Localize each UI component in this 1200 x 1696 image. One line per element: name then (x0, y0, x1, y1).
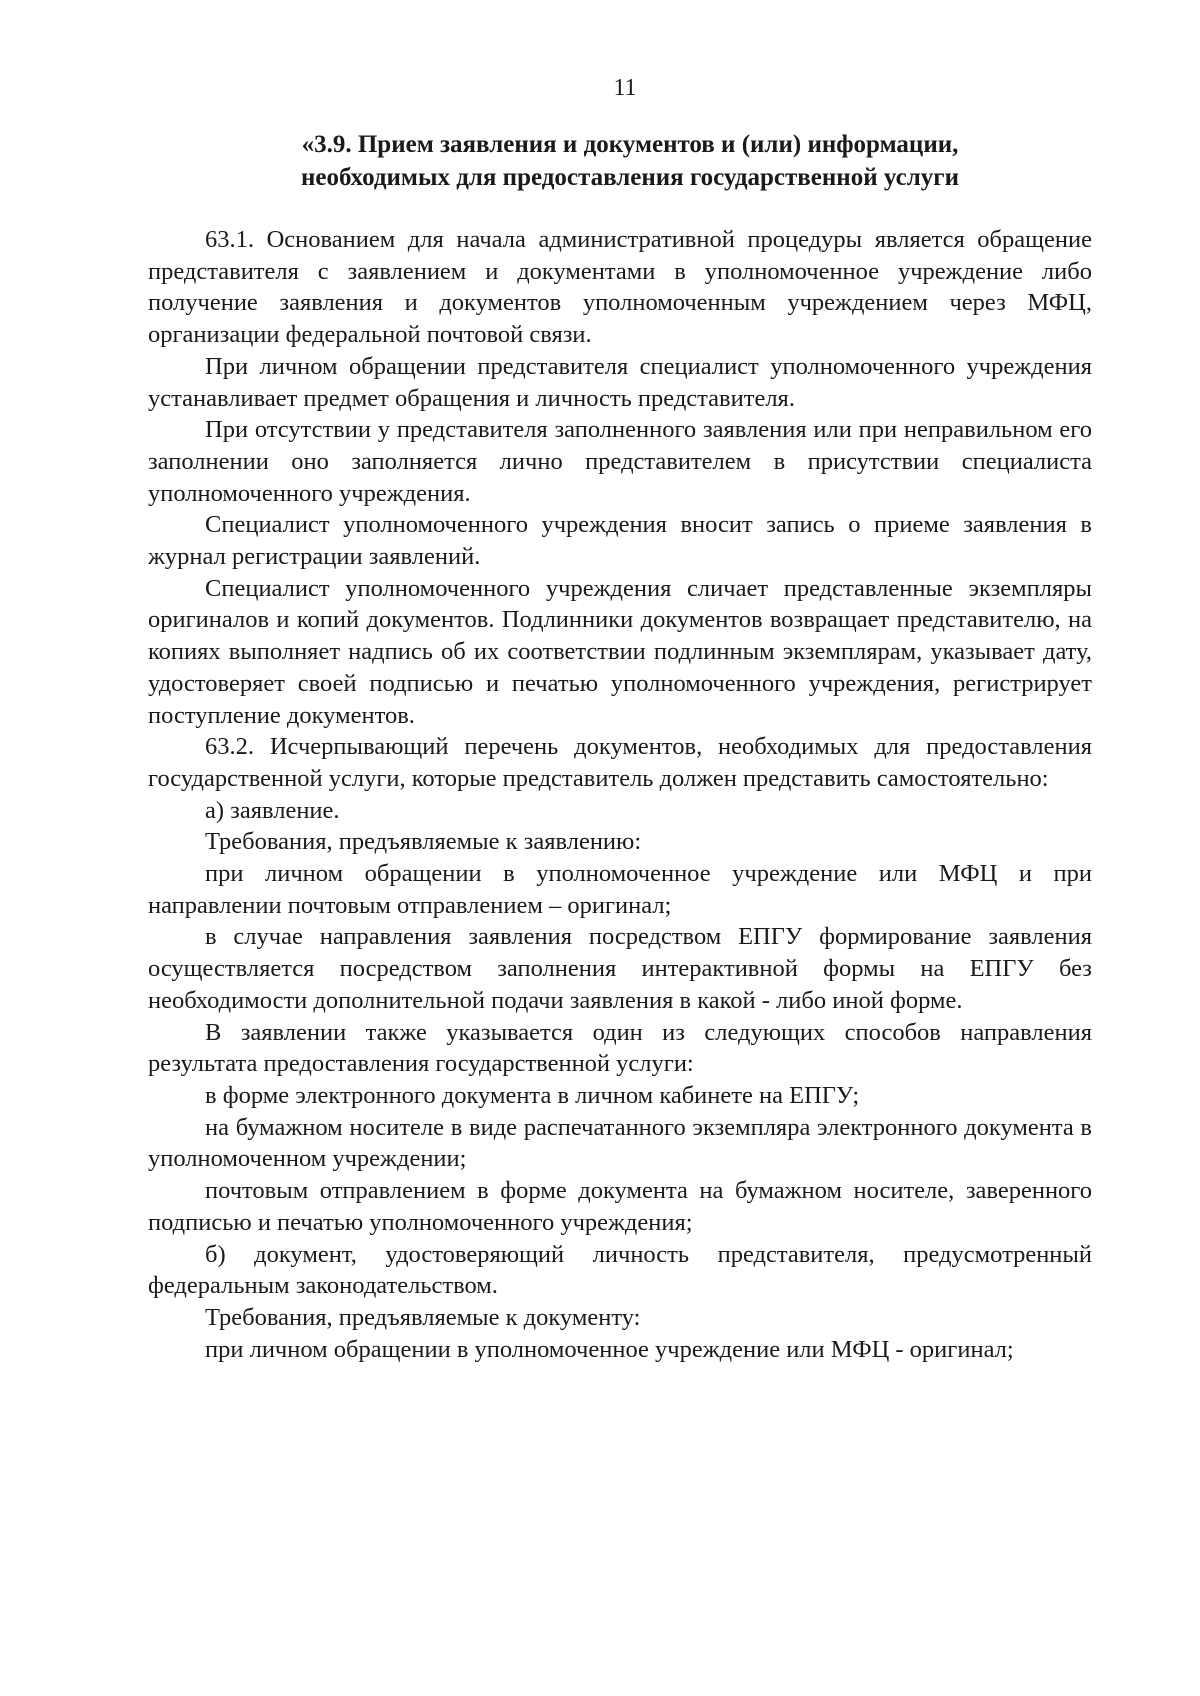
section-heading-line-2: необходимых для предоставления государственной услуги (301, 164, 959, 191)
paragraph-63-1: 63.1. Основанием для начала административной процедуры является обращение представителя с заявлением и документами в уполномоченное учреждение либо получение заявления и документов уполномоченным учреждением через МФЦ, организации федеральной почтовой связи. (148, 226, 1092, 349)
page-number: 11 (613, 75, 637, 101)
paragraph-personal-appeal: При личном обращении представителя специалист уполномоченного учреждения устанавливает предмет обращения и личность представителя. (148, 352, 1092, 412)
paragraph-method-paper: на бумажном носителе в виде распечатанного экземпляра электронного документа в уполномоченном учреждении; (148, 1113, 1092, 1173)
paragraph-document-original: при личном обращении в уполномоченное учреждение или МФЦ - оригинал; (205, 1335, 1014, 1363)
paragraph-application-requirements: Требования, предъявляемые к заявлению: (205, 828, 642, 856)
paragraph-63-2: 63.2. Исчерпывающий перечень документов, необходимых для предоставления государственной услуги, которые представитель должен представить самостоятельно: (148, 733, 1092, 792)
paragraph-document-requirements: Требования, предъявляемые к документу: (205, 1303, 641, 1331)
paragraph-method-electronic: в форме электронного документа в личном кабинете на ЕПГУ; (205, 1081, 860, 1109)
paragraph-item-a: а) заявление. (205, 796, 340, 824)
section-heading-line-1: «3.9. Прием заявления и документов и (или) информации, (301, 131, 959, 158)
paragraph-no-application: При отсутствии у представителя заполненного заявления или при неправильном его заполнении оно заполняется лично представителем в присутствии специалиста уполномоченного учреждения. (148, 416, 1092, 507)
section-heading (180, 128, 1080, 194)
paragraph-item-b: б) документ, удостоверяющий личность представителя, предусмотренный федеральным законодательством. (148, 1240, 1092, 1300)
paragraph-epgu-form: в случае направления заявления посредством ЕПГУ формирование заявления осуществляется посредством заполнения интерактивной формы на ЕПГУ без необходимости дополнительной подачи заявления в какой - либо иной форме. (148, 923, 1092, 1014)
paragraph-original-requirement: при личном обращении в уполномоченное учреждение или МФЦ и при направлении почтовым отправлением – оригинал; (148, 860, 1092, 919)
paragraph-document-verification: Специалист уполномоченного учреждения сличает представленные экземпляры оригиналов и копий документов. Подлинники документов возвращает представителю, на копиях выполняет надпись об их соответствии подлинным экземплярам, указывает дату, удостоверяет своей подписью и печатью уполномоченного учреждения, регистрирует поступление документов. (148, 574, 1092, 729)
document-body (148, 224, 1092, 1365)
paragraph-registration-journal: Специалист уполномоченного учреждения вносит запись о приеме заявления в журнал регистрации заявлений. (148, 511, 1092, 571)
paragraph-method-post: почтовым отправлением в форме документа на бумажном носителе, заверенного подписью и печатью уполномоченного учреждения; (148, 1177, 1092, 1236)
paragraph-result-methods: В заявлении также указывается один из следующих способов направления результата предоставления государственной услуги: (148, 1018, 1092, 1078)
